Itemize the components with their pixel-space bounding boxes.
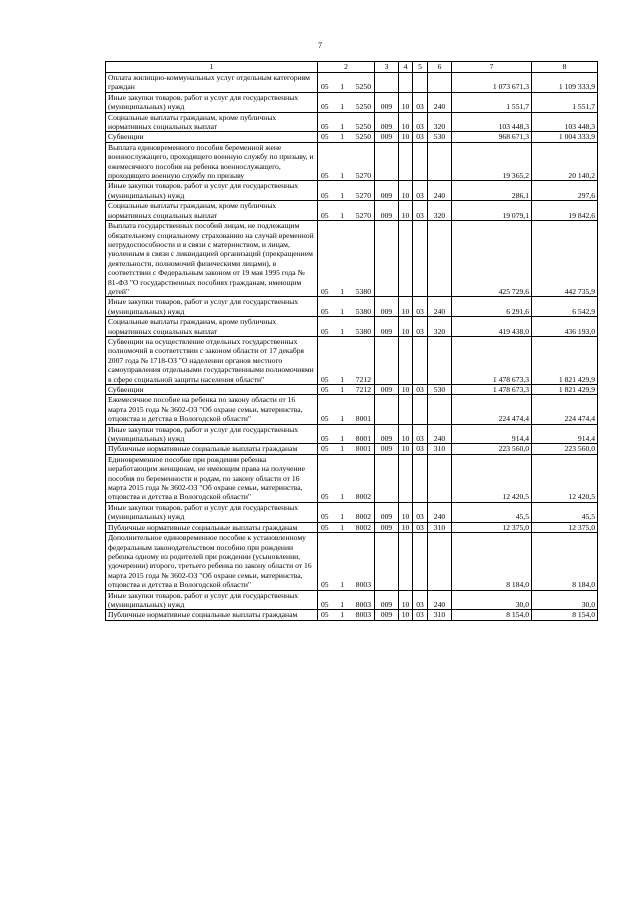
target-code-cell xyxy=(318,181,375,201)
program-code: 05 xyxy=(321,171,329,181)
section-code: 10 xyxy=(399,444,413,454)
direction-code: 8002 xyxy=(355,522,371,532)
amount-year-2: 1 551,7 xyxy=(532,92,598,112)
row-name: Субвенции на осуществление отдельных государственных полномочий в соответствии с законом области от 17 декабря 2007 года № 1718-ОЗ "О наделении органов местного самоуправления отдельными государственными полномочиями в сфере социальной защиты населения области" xyxy=(106,336,318,384)
subprogram-code: 1 xyxy=(340,190,345,200)
target-code-cell xyxy=(318,336,375,384)
direction-code: 8003 xyxy=(355,610,371,620)
section-code xyxy=(399,533,413,590)
subsection-code: 03 xyxy=(413,590,428,610)
department-code: 009 xyxy=(375,112,399,132)
amount-year-2: 30,0 xyxy=(532,590,598,610)
target-code-cell xyxy=(318,132,375,142)
row-name: Выплата единовременного пособия беременной жене военнослужащего, проходящего военную службу по призыву, и ежемесячного пособия на ребенка военнослужащего, проходящего военную службу по призыву xyxy=(106,142,318,181)
section-code xyxy=(399,142,413,181)
subprogram-code: 1 xyxy=(340,286,345,296)
table-row xyxy=(106,522,598,532)
row-name: Публичные нормативные социальные выплаты гражданам xyxy=(106,522,318,532)
amount-year-2: 45,5 xyxy=(532,502,598,522)
row-name: Социальные выплаты гражданам, кроме публичных нормативных социальных выплат xyxy=(106,201,318,221)
subsection-code: 03 xyxy=(413,444,428,454)
table-row xyxy=(106,385,598,395)
subprogram-code: 1 xyxy=(340,326,345,336)
expense-type-code xyxy=(428,142,452,181)
row-name: Иные закупки товаров, работ и услуг для государственных (муниципальных) нужд xyxy=(106,590,318,610)
subsection-code xyxy=(413,142,428,181)
amount-year-2: 223 560,0 xyxy=(532,444,598,454)
column-header: 2 xyxy=(318,62,375,73)
table-row xyxy=(106,336,598,384)
amount-year-2: 1 004 333,9 xyxy=(532,132,598,142)
expense-type-code: 320 xyxy=(428,201,452,221)
subprogram-code: 1 xyxy=(340,171,345,181)
subsection-code xyxy=(413,454,428,502)
subprogram-code: 1 xyxy=(340,580,345,590)
subprogram-code: 1 xyxy=(340,210,345,220)
expense-type-code: 240 xyxy=(428,424,452,444)
expense-type-code: 240 xyxy=(428,590,452,610)
amount-year-2: 8 154,0 xyxy=(532,610,598,620)
amount-year-2: 12 375,0 xyxy=(532,522,598,532)
subprogram-code: 1 xyxy=(340,610,345,620)
section-code: 10 xyxy=(399,297,413,317)
row-name: Иные закупки товаров, работ и услуг для государственных (муниципальных) нужд xyxy=(106,502,318,522)
subprogram-code: 1 xyxy=(340,306,345,316)
amount-year-1: 12 420,5 xyxy=(452,454,532,502)
row-name: Иные закупки товаров, работ и услуг для государственных (муниципальных) нужд xyxy=(106,424,318,444)
section-code xyxy=(399,336,413,384)
subprogram-code: 1 xyxy=(340,492,345,502)
program-code: 05 xyxy=(321,599,329,609)
target-code-cell xyxy=(318,522,375,532)
amount-year-1: 6 291,6 xyxy=(452,297,532,317)
amount-year-2: 6 542,9 xyxy=(532,297,598,317)
section-code: 10 xyxy=(399,92,413,112)
department-code xyxy=(375,454,399,502)
amount-year-2: 224 474,4 xyxy=(532,395,598,424)
target-code-cell xyxy=(318,424,375,444)
department-code: 009 xyxy=(375,610,399,620)
row-name: Иные закупки товаров, работ и услуг для государственных (муниципальных) нужд xyxy=(106,297,318,317)
table-row xyxy=(106,92,598,112)
direction-code: 5250 xyxy=(355,132,371,142)
department-code: 009 xyxy=(375,317,399,337)
expense-type-code xyxy=(428,533,452,590)
program-code: 05 xyxy=(321,132,329,142)
subsection-code xyxy=(413,533,428,590)
amount-year-1: 30,0 xyxy=(452,590,532,610)
direction-code: 7212 xyxy=(355,385,371,394)
direction-code: 5250 xyxy=(355,82,371,92)
amount-year-1: 224 474,4 xyxy=(452,395,532,424)
subsection-code: 03 xyxy=(413,181,428,201)
target-code-cell xyxy=(318,317,375,337)
column-header: 6 xyxy=(428,62,452,73)
program-code: 05 xyxy=(321,610,329,620)
section-code: 10 xyxy=(399,132,413,142)
program-code: 05 xyxy=(321,580,329,590)
amount-year-2: 914,4 xyxy=(532,424,598,444)
target-code-cell xyxy=(318,297,375,317)
row-name: Иные закупки товаров, работ и услуг для государственных (муниципальных) нужд xyxy=(106,181,318,201)
row-name: Социальные выплаты гражданам, кроме публичных нормативных социальных выплат xyxy=(106,317,318,337)
table-row xyxy=(106,424,598,444)
section-code: 10 xyxy=(399,112,413,132)
program-code: 05 xyxy=(321,306,329,316)
program-code: 05 xyxy=(321,82,329,92)
direction-code: 5380 xyxy=(355,326,371,336)
target-code-cell xyxy=(318,385,375,395)
expense-type-code: 240 xyxy=(428,181,452,201)
subsection-code xyxy=(413,73,428,93)
table-row xyxy=(106,317,598,337)
column-header: 1 xyxy=(106,62,318,73)
amount-year-1: 914,4 xyxy=(452,424,532,444)
subprogram-code: 1 xyxy=(340,102,345,112)
target-code-cell xyxy=(318,201,375,221)
direction-code: 5270 xyxy=(355,190,371,200)
table-row xyxy=(106,610,598,620)
direction-code: 8001 xyxy=(355,434,371,444)
row-name: Единовременное пособие при рождении ребенка неработающим женщинам, не имеющим права на получение пособия по беременности и родам, по закону области от 16 марта 2015 года № 3602-ОЗ "Об охране семьи, материнства, отцовства и детства в Вологодской области" xyxy=(106,454,318,502)
row-name: Публичные нормативные социальные выплаты гражданам xyxy=(106,444,318,454)
expense-type-code: 310 xyxy=(428,522,452,532)
target-code-cell xyxy=(318,221,375,297)
expense-type-code: 240 xyxy=(428,92,452,112)
section-code: 10 xyxy=(399,590,413,610)
amount-year-2: 1 109 333,9 xyxy=(532,73,598,93)
expense-type-code: 310 xyxy=(428,610,452,620)
direction-code: 7212 xyxy=(355,374,371,384)
subprogram-code: 1 xyxy=(340,385,345,394)
table-row xyxy=(106,181,598,201)
expense-type-code xyxy=(428,73,452,93)
program-code: 05 xyxy=(321,286,329,296)
row-name: Социальные выплаты гражданам, кроме публичных нормативных социальных выплат xyxy=(106,112,318,132)
subsection-code xyxy=(413,221,428,297)
department-code: 009 xyxy=(375,385,399,395)
program-code: 05 xyxy=(321,512,329,522)
section-code xyxy=(399,454,413,502)
budget-table xyxy=(105,61,598,621)
amount-year-2: 12 420,5 xyxy=(532,454,598,502)
row-name: Выплата государственных пособий лицам, не подлежащим обязательному социальному страхованию на случай временной нетрудоспособности и в связи с материнством, и лицам, уволенным в связи с ликвидацией организаций (прекращением деятельности, полномочий физическими лицами), в соответствии с Федеральным законом от 19 мая 1995 года № 81-ФЗ "О государственных пособиях гражданам, имеющим детей" xyxy=(106,221,318,297)
subsection-code: 03 xyxy=(413,502,428,522)
subprogram-code: 1 xyxy=(340,122,345,132)
table-row xyxy=(106,112,598,132)
expense-type-code: 310 xyxy=(428,444,452,454)
subprogram-code: 1 xyxy=(340,444,345,454)
expense-type-code: 530 xyxy=(428,132,452,142)
direction-code: 8003 xyxy=(355,580,371,590)
target-code-cell xyxy=(318,112,375,132)
table-row xyxy=(106,454,598,502)
page-number: 7 xyxy=(318,41,322,50)
program-code: 05 xyxy=(321,326,329,336)
department-code: 009 xyxy=(375,590,399,610)
program-code: 05 xyxy=(321,102,329,112)
amount-year-1: 8 154,0 xyxy=(452,610,532,620)
section-code xyxy=(399,221,413,297)
amount-year-1: 419 438,0 xyxy=(452,317,532,337)
subsection-code: 03 xyxy=(413,297,428,317)
subprogram-code: 1 xyxy=(340,599,345,609)
target-code-cell xyxy=(318,533,375,590)
expense-type-code xyxy=(428,395,452,424)
table-row xyxy=(106,533,598,590)
amount-year-1: 286,1 xyxy=(452,181,532,201)
department-code xyxy=(375,73,399,93)
target-code-cell xyxy=(318,142,375,181)
expense-type-code: 240 xyxy=(428,502,452,522)
direction-code: 8001 xyxy=(355,414,371,424)
section-code: 10 xyxy=(399,317,413,337)
section-code xyxy=(399,73,413,93)
amount-year-1: 223 560,0 xyxy=(452,444,532,454)
expense-type-code xyxy=(428,454,452,502)
table-row xyxy=(106,73,598,93)
table-row xyxy=(106,132,598,142)
expense-type-code: 320 xyxy=(428,317,452,337)
subsection-code: 03 xyxy=(413,522,428,532)
row-name: Публичные нормативные социальные выплаты гражданам xyxy=(106,610,318,620)
department-code: 009 xyxy=(375,201,399,221)
target-code-cell xyxy=(318,92,375,112)
department-code: 009 xyxy=(375,92,399,112)
row-name: Субвенции xyxy=(106,385,318,395)
subprogram-code: 1 xyxy=(340,374,345,384)
column-header: 5 xyxy=(413,62,428,73)
program-code: 05 xyxy=(321,122,329,132)
amount-year-1: 1 073 671,3 xyxy=(452,73,532,93)
program-code: 05 xyxy=(321,492,329,502)
amount-year-1: 12 375,0 xyxy=(452,522,532,532)
table-row xyxy=(106,395,598,424)
header-row xyxy=(106,62,598,73)
row-name: Оплата жилищно-коммунальных услуг отдельным категориям граждан xyxy=(106,73,318,93)
target-code-cell xyxy=(318,454,375,502)
table-row xyxy=(106,201,598,221)
subprogram-code: 1 xyxy=(340,512,345,522)
direction-code: 5270 xyxy=(355,171,371,181)
table-row xyxy=(106,502,598,522)
expense-type-code xyxy=(428,221,452,297)
program-code: 05 xyxy=(321,374,329,384)
direction-code: 8002 xyxy=(355,492,371,502)
target-code-cell xyxy=(318,502,375,522)
direction-code: 8002 xyxy=(355,512,371,522)
target-code-cell xyxy=(318,590,375,610)
subsection-code xyxy=(413,395,428,424)
department-code: 009 xyxy=(375,297,399,317)
direction-code: 5380 xyxy=(355,286,371,296)
amount-year-2: 1 821 429,9 xyxy=(532,385,598,395)
program-code: 05 xyxy=(321,522,329,532)
table-row xyxy=(106,444,598,454)
department-code: 009 xyxy=(375,444,399,454)
subsection-code xyxy=(413,336,428,384)
amount-year-1: 1 478 673,3 xyxy=(452,336,532,384)
direction-code: 8003 xyxy=(355,599,371,609)
row-name: Субвенции xyxy=(106,132,318,142)
subsection-code: 03 xyxy=(413,385,428,395)
column-header: 8 xyxy=(532,62,598,73)
direction-code: 5250 xyxy=(355,102,371,112)
program-code: 05 xyxy=(321,210,329,220)
subsection-code: 03 xyxy=(413,112,428,132)
department-code xyxy=(375,533,399,590)
section-code: 10 xyxy=(399,385,413,395)
program-code: 05 xyxy=(321,385,329,394)
department-code xyxy=(375,142,399,181)
table-row xyxy=(106,590,598,610)
section-code: 10 xyxy=(399,610,413,620)
row-name: Иные закупки товаров, работ и услуг для государственных (муниципальных) нужд xyxy=(106,92,318,112)
target-code-cell xyxy=(318,73,375,93)
table-row xyxy=(106,142,598,181)
column-header: 7 xyxy=(452,62,532,73)
amount-year-1: 425 729,6 xyxy=(452,221,532,297)
expense-type-code xyxy=(428,336,452,384)
target-code-cell xyxy=(318,444,375,454)
amount-year-1: 8 184,0 xyxy=(452,533,532,590)
department-code xyxy=(375,221,399,297)
expense-type-code: 320 xyxy=(428,112,452,132)
direction-code: 5380 xyxy=(355,306,371,316)
subprogram-code: 1 xyxy=(340,414,345,424)
table-row xyxy=(106,221,598,297)
amount-year-1: 1 551,7 xyxy=(452,92,532,112)
section-code: 10 xyxy=(399,502,413,522)
department-code: 009 xyxy=(375,132,399,142)
amount-year-2: 103 448,3 xyxy=(532,112,598,132)
row-name: Ежемесячное пособие на ребенка по закону области от 16 марта 2015 года № 3602-ОЗ "Об охране семьи, материнства, отцовства и детства в Вологодской области" xyxy=(106,395,318,424)
amount-year-1: 968 671,3 xyxy=(452,132,532,142)
department-code xyxy=(375,395,399,424)
amount-year-2: 8 184,0 xyxy=(532,533,598,590)
amount-year-2: 20 140,2 xyxy=(532,142,598,181)
section-code: 10 xyxy=(399,181,413,201)
subprogram-code: 1 xyxy=(340,82,345,92)
section-code: 10 xyxy=(399,522,413,532)
amount-year-1: 1 478 673,3 xyxy=(452,385,532,395)
table-row xyxy=(106,297,598,317)
row-name: Дополнительное единовременное пособие к установленному федеральным законодательством пособию при рождении ребенка одному из родителей при рождении (усыновлении, удочерении) второго, третьего ребенка по закону области от 16 марта 2015 года № 3602-ОЗ "Об охране семьи, материнства, отцовства и детства в Вологодской области" xyxy=(106,533,318,590)
subsection-code: 03 xyxy=(413,132,428,142)
section-code: 10 xyxy=(399,201,413,221)
department-code: 009 xyxy=(375,181,399,201)
program-code: 05 xyxy=(321,190,329,200)
department-code: 009 xyxy=(375,502,399,522)
subsection-code: 03 xyxy=(413,317,428,337)
department-code xyxy=(375,336,399,384)
direction-code: 5270 xyxy=(355,210,371,220)
target-code-cell xyxy=(318,395,375,424)
program-code: 05 xyxy=(321,414,329,424)
subprogram-code: 1 xyxy=(340,434,345,444)
expense-type-code: 240 xyxy=(428,297,452,317)
department-code: 009 xyxy=(375,424,399,444)
subprogram-code: 1 xyxy=(340,522,345,532)
subsection-code: 03 xyxy=(413,424,428,444)
direction-code: 8001 xyxy=(355,444,371,454)
direction-code: 5250 xyxy=(355,122,371,132)
column-header: 4 xyxy=(399,62,413,73)
amount-year-2: 436 193,0 xyxy=(532,317,598,337)
amount-year-1: 103 448,3 xyxy=(452,112,532,132)
amount-year-2: 442 735,9 xyxy=(532,221,598,297)
amount-year-1: 19 365,2 xyxy=(452,142,532,181)
subsection-code: 03 xyxy=(413,92,428,112)
amount-year-2: 297,6 xyxy=(532,181,598,201)
department-code: 009 xyxy=(375,522,399,532)
subprogram-code: 1 xyxy=(340,132,345,142)
section-code xyxy=(399,395,413,424)
target-code-cell xyxy=(318,610,375,620)
subsection-code: 03 xyxy=(413,201,428,221)
amount-year-1: 19 079,1 xyxy=(452,201,532,221)
amount-year-1: 45,5 xyxy=(452,502,532,522)
program-code: 05 xyxy=(321,434,329,444)
subsection-code: 03 xyxy=(413,610,428,620)
amount-year-2: 1 821 429,9 xyxy=(532,336,598,384)
section-code: 10 xyxy=(399,424,413,444)
program-code: 05 xyxy=(321,444,329,454)
expense-type-code: 530 xyxy=(428,385,452,395)
amount-year-2: 19 842,6 xyxy=(532,201,598,221)
column-header: 3 xyxy=(375,62,399,73)
